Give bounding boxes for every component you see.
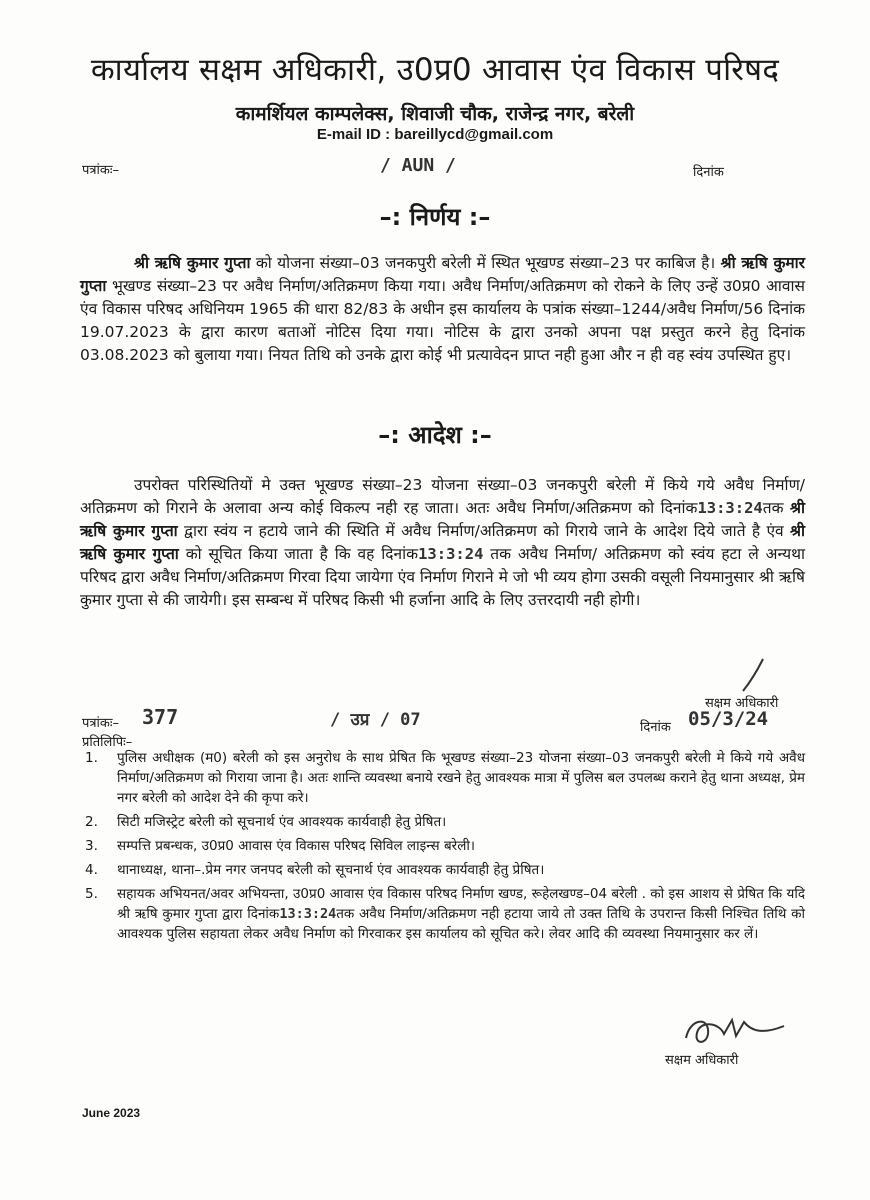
list-item-text: सम्पत्ति प्रबन्धक, उ0प्र0 आवास एंव विकास परिषद सिविल लाइन्स बरेली। <box>117 838 475 854</box>
dispatch-date-label: दिनांक <box>640 720 671 735</box>
dispatch-ref-code: / उप्र / 07 <box>330 710 421 730</box>
order-part-4: को सूचित किया जाता है कि वह दिनांक <box>178 545 419 563</box>
decision-name-1: श्री ऋषि कुमार गुप्ता <box>134 254 251 272</box>
list-item <box>85 836 805 856</box>
decision-line-1: को योजना संख्या–03 जनकपुरी बरेली में स्थित भूखण्ड संख्या–23 पर काबिज है। <box>250 254 716 272</box>
dispatch-letter-no-value: 377 <box>142 705 179 729</box>
office-email: E-mail ID : bareillycd@gmail.com <box>316 126 554 143</box>
list-item <box>85 748 805 808</box>
list-item-text-b: तक अवैध निर्माण/अतिक्रमण नही हटाया जाये तो उक्त तिथि के उपरान्त किसी निश्चित तिथि को आवश्यक पुलिस सहायता लेकर अवैध निर्माण को गिरवाकर इस कार्यालय को सूचित करे। लेवर आदि की व्यवस्था नियमानुसार कर लें। <box>117 906 805 942</box>
signatory-designation-1: सक्षम अधिकारी <box>705 696 779 711</box>
decision-name-2: श्री ऋषि कुमार गुप्ता <box>80 254 805 295</box>
order-date-1: 13:3:24 <box>697 499 763 517</box>
handwritten-ref-code: / AUN / <box>380 155 456 176</box>
footer-date: June 2023 <box>82 1106 141 1120</box>
dispatch-date-value: 05/3/24 <box>688 708 769 730</box>
order-name-1: श्री ऋषि कुमार गुप्ता <box>80 499 805 540</box>
decision-line-2: भूखण्ड संख्या–23 पर अवैध निर्माण/अतिक्रमण किया गया। अवैध निर्माण/अतिक्रमण को रोकने के लिए उन्हें उ0प्र0 आवास एंव विकास परिषद अधिनियम 1965 की धारा 82/83 के अधीन इस कार्यालय के पत्रांक संख्या–1244/अवैध निर्माण/56 दिनांक 19.07.2023 के द्वारा कारण बताओं नोटिस दिया गया। नोटिस के द्वारा उनको अपना पक्ष प्रस्तुत करने हेतु दिनांक 03.08.2023 को बुलाया गया। नियत तिथि को उनके द्वारा कोई भी प्रत्यावेदन प्राप्त नही हुआ और न ही वह स्वंय उपस्थित हुए। <box>80 277 805 364</box>
list-item <box>85 884 805 944</box>
list-item-number: 4. <box>85 862 98 878</box>
letter-no-label: पत्रांकः– <box>82 163 120 178</box>
list-item-text: थानाध्यक्ष, थाना–.प्रेम नगर जनपद बरेली को सूचनार्थ एंव आवश्यक कार्यवाही हेतु प्रेषित। <box>117 862 545 878</box>
decision-paragraph <box>80 252 805 367</box>
copies-list <box>85 748 805 948</box>
dispatch-letter-no-label: पत्रांकः– <box>82 716 120 731</box>
order-paragraph <box>80 474 805 612</box>
initial-stroke <box>735 655 775 695</box>
date-label: दिनांक <box>693 165 724 180</box>
list-item-number: 3. <box>85 838 98 854</box>
list-item-text: पुलिस अधीक्षक (म0) बरेली को इस अनुरोध के साथ प्रेषित कि भूखण्ड संख्या–23 योजना संख्या–03 जनकपुरी बरेली मे किये गये अवैध निर्माण/अतिक्रमण को गिराया जाना है। अतः शान्ति व्यवस्था बनाये रखने हेतु आवश्यक मात्रा में पुलिस बल उपलब्ध कराने हेतु थाना अध्यक्ष, प्रेम नगर बरेली को आदेश देने की कृपा करे। <box>117 750 805 806</box>
order-part-5: तक अवैध निर्माण/ अतिक्रमण को स्वंय हटा ले अन्यथा परिषद द्वारा अवैध निर्माण/अतिक्रमण गिरवा दिया जायेगा एंव निर्माण गिराने मे जो भी व्यय होगा उसकी वसूली नियमानुसार श्री ऋषि कुमार गुप्ता से की जायेगी। इस सम्बन्ध में परिषद किसी भी हर्जाना आदि के लिए उत्तरदायी नही होगी। <box>80 545 806 609</box>
list-item-text-a: सहायक अभियनत/अवर अभियन्ता, उ0प्र0 आवास एंव विकास परिषद निर्माण खण्ड, रूहेलखण्ड–04 बरेली . को इस आशय से प्रेषित कि यदि श्री ऋषि कुमार गुप्ता द्वारा दिनांक <box>117 886 805 922</box>
order-date-2: 13:3:24 <box>418 545 484 563</box>
order-part-3: द्वारा स्वंय न हटाये जाने की स्थिति में अवैध निर्माण/अतिक्रमण को गिराये जाने के आदेश दिये जाते है एंव <box>177 522 790 540</box>
list-item-text: सिटी मजिस्ट्रेट बरेली को सूचनार्थ एंव आवश्यक कार्यवाही हेतु प्रेषित। <box>117 814 447 830</box>
order-name-2: श्री ऋषि कुमार गुप्ता <box>80 522 805 563</box>
list-item <box>85 812 805 832</box>
list-item-number: 1. <box>85 750 98 766</box>
signatory-designation-2: सक्षम अधिकारी <box>665 1053 739 1068</box>
office-title: कार्यालय सक्षम अधिकारी, उ0प्र0 आवास एंव विकास परिषद <box>90 52 780 88</box>
list-item-date: 13:3:24 <box>279 906 337 922</box>
list-item-number: 2. <box>85 814 98 830</box>
decision-heading: –: निर्णय :– <box>379 203 491 231</box>
order-part-2: तक <box>762 499 790 517</box>
signature-mark <box>680 1010 790 1050</box>
order-heading: –: आदेश :– <box>378 421 492 449</box>
office-address: कामर्शियल काम्पलेक्स, शिवाजी चौक, राजेन्द्र नगर, बरेली <box>235 103 635 125</box>
copy-label: प्रतिलिपिः– <box>82 735 133 750</box>
order-part-1: उपरोक्त परिस्थितियों मे उक्त भूखण्ड संख्या–23 योजना संख्या–03 जनकपुरी बरेली में किये गये अवैध निर्माण/अतिक्रमण को गिराने के अलावा अन्य कोई विकल्प नही रह जाता। अतः अवैध निर्माण/अतिक्रमण को दिनांक <box>80 476 805 517</box>
list-item <box>85 860 805 880</box>
list-item-number: 5. <box>85 886 98 902</box>
